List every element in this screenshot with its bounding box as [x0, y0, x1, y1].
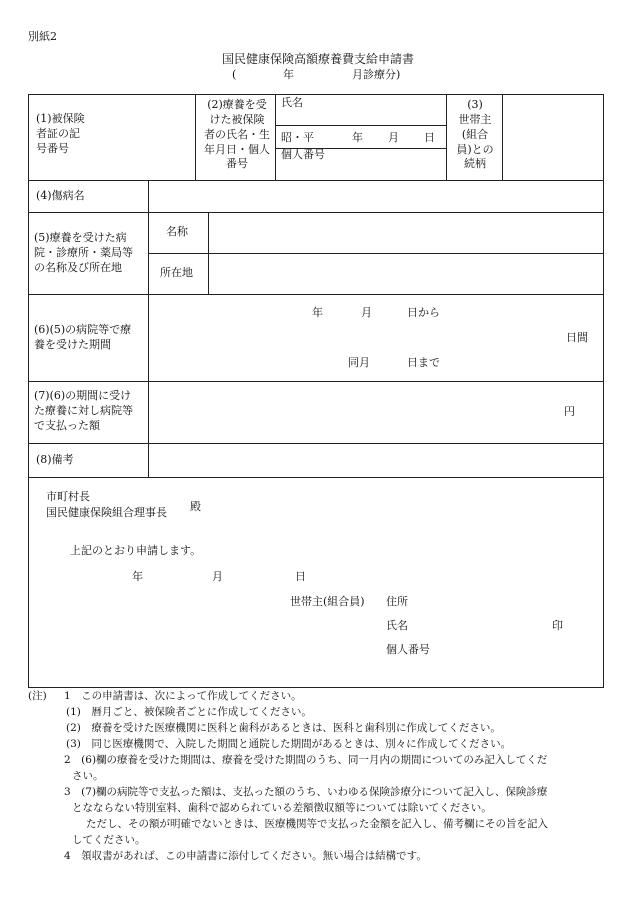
householder-label: 世帯主(組合員) — [290, 595, 365, 608]
attachment-label: 別紙2 — [28, 30, 57, 43]
seal-mark: 印 — [552, 619, 563, 632]
col-divider — [446, 94, 447, 180]
hospital-name-label: 名称 — [166, 225, 188, 238]
col-divider — [275, 94, 276, 180]
form-title: 国民健康保険高額療養費支給申請書 — [222, 52, 415, 66]
notes-prefix: (注) — [28, 690, 47, 702]
period-day-until: 日まで — [407, 356, 440, 369]
period-day-from: 日から — [407, 306, 440, 319]
application-month: 月 — [212, 570, 223, 583]
period-month: 月 — [361, 306, 372, 319]
hospital-name-divider — [148, 253, 604, 254]
note-2b: さい。 — [72, 770, 104, 782]
row-divider — [28, 180, 604, 181]
subtitle-month: 月診療分) — [352, 68, 401, 81]
hospital-label: (5)療養を受けた病 院・診療所・薬局等 の名称及び所在地 — [34, 231, 133, 274]
applicant-address-label: 住所 — [386, 595, 408, 608]
remarks-label: (8)備考 — [36, 453, 74, 466]
note-1-1: (1) 暦月ごと、被保険者ごとに作成してください。 — [66, 706, 312, 718]
note-2a: 2 (6)欄の療養を受けた期間は、療養を受けた期間のうち、同一月内の期間についてのみ記入してくだ — [64, 754, 548, 766]
col-divider — [195, 94, 196, 180]
period-days: 日間 — [566, 331, 588, 344]
note-1: 1 この申請書は、次によって作成してください。 — [64, 690, 302, 702]
subtitle-year: 年 — [283, 68, 294, 81]
label-col-divider — [148, 180, 149, 477]
honorific: 殿 — [190, 500, 201, 513]
application-statement: 上記のとおり申請します。 — [70, 544, 202, 557]
name-underline — [275, 125, 446, 126]
application-year: 年 — [132, 570, 143, 583]
amount-yen: 円 — [564, 405, 575, 418]
birth-day: 日 — [424, 131, 435, 144]
note-3c: ただし、その額が明確でないときは、医療機関等で支払った金額を記入し、備考欄にその旨を記入 — [86, 818, 548, 830]
patient-name-label: 氏名 — [281, 96, 303, 109]
patient-label: (2)療養を受 けた被保険 者の氏名・生 年月日・個人 番号 — [204, 98, 270, 171]
insured-no-label: (1)被保険 者証の記 号番号 — [36, 112, 85, 155]
note-3d: してください。 — [72, 834, 146, 846]
birth-month: 月 — [388, 131, 399, 144]
hospital-address-label: 所在地 — [160, 266, 193, 279]
row-divider — [28, 294, 604, 295]
note-4: 4 領収書があれば、この申請書に添付してください。無い場合は結構です。 — [64, 850, 427, 862]
birth-era: 昭・平 — [281, 131, 314, 144]
sub-label-divider — [208, 212, 209, 294]
addressee-mayor: 市町村長 — [46, 490, 90, 503]
subtitle-open: ( — [232, 68, 237, 81]
note-1-2: (2) 療養を受けた医療機関に医科と歯科があるときは、医科と歯科別に作成してください。 — [66, 722, 501, 734]
birth-year: 年 — [352, 131, 363, 144]
row-divider — [28, 381, 604, 382]
row-divider — [28, 212, 604, 213]
application-day: 日 — [295, 570, 306, 583]
note-3a: 3 (7)欄の病院等で支払った額は、支払った額のうち、いわゆる保険診療分について記入し、保険診療 — [64, 786, 548, 798]
note-1-3: (3) 同じ医療機関で、入院した期間と通院した期間があるときは、別々に作成してください。 — [66, 738, 512, 750]
period-year: 年 — [312, 306, 323, 319]
period-same-month: 同月 — [348, 356, 370, 369]
relation-label: (3) 世帯主 (組合 員)との 続柄 — [456, 98, 494, 171]
disease-name-label: (4)傷病名 — [36, 189, 85, 202]
amount-label: (7)(6)の期間に受け た療養に対し病院等 で支払った額 — [34, 389, 133, 432]
row-divider — [28, 477, 604, 478]
personal-no-label: 個人番号 — [281, 148, 325, 161]
applicant-personal-no-label: 個人番号 — [386, 643, 430, 656]
col-divider — [502, 94, 503, 180]
period-label: (6)(5)の病院等で療 養を受けた期間 — [34, 323, 132, 351]
row-divider — [28, 443, 604, 444]
applicant-name-label: 氏名 — [386, 619, 408, 632]
addressee-union: 国民健康保険組合理事長 — [46, 506, 167, 519]
note-3b: となならない特別室料、歯科で認められている差額徴収額等については除いてください。 — [72, 802, 492, 814]
